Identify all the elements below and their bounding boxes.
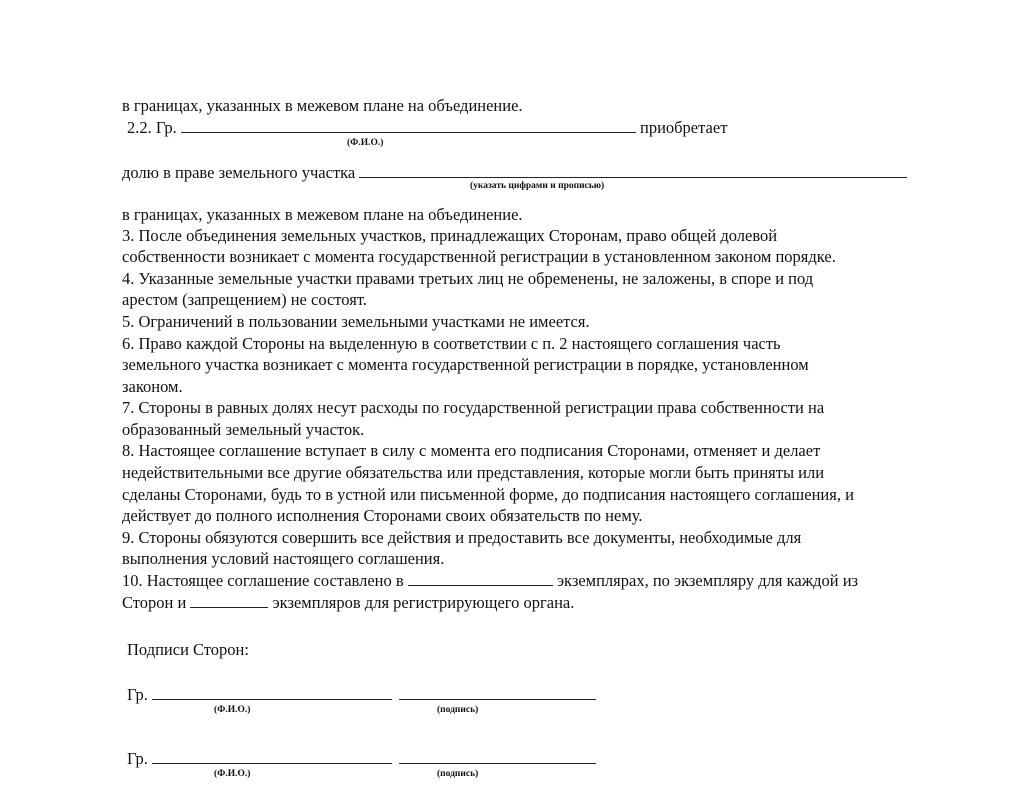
clause-10-part1: 10. Настоящее соглашение составлено в	[122, 571, 404, 590]
clause-10-part3: Сторон и	[122, 593, 187, 612]
clause-line: 8. Настоящее соглашение вступает в силу с момента его подписания Сторонами, отменяет и делает	[122, 441, 821, 460]
signature-sign-blank	[399, 685, 596, 700]
clause-line: недействительными все другие обязательства или представления, которые могли быть приняты или	[122, 463, 825, 482]
copies-blank	[408, 571, 553, 586]
intro-line: в границах, указанных в межевом плане на объединение.	[122, 96, 523, 115]
signature-fio-caption: (Ф.И.О.)	[214, 705, 251, 715]
clause-line: земельного участка возникает с момента государственной регистрации в порядке, установленном	[122, 355, 809, 374]
clause-line: сделаны Сторонами, будь то в устной или письменной форме, до подписания настоящего соглашения, и	[122, 485, 854, 504]
clause-10-line-1	[122, 571, 858, 591]
signatures-heading: Подписи Сторон:	[127, 640, 249, 659]
clause-2-2-tail: в границах, указанных в межевом плане на объединение.	[122, 205, 523, 224]
signature-fio-caption: (Ф.И.О.)	[214, 769, 251, 779]
clause-2-2-suffix: приобретает	[640, 118, 728, 137]
signature-sign-blank	[399, 749, 596, 764]
fio-caption: (Ф.И.О.)	[347, 138, 384, 148]
clause-line: 4. Указанные земельные участки правами третьих лиц не обременены, не заложены, в споре и под	[122, 269, 814, 288]
clause-line: выполнения условий настоящего соглашения.	[122, 549, 445, 568]
clause-line: 9. Стороны обязуются совершить все действия и предоставить все документы, необходимые для	[122, 528, 802, 547]
share-line	[122, 163, 907, 183]
signature-sign-caption: (подпись)	[437, 769, 479, 779]
clause-line: образованный земельный участок.	[122, 420, 365, 439]
clause-line: 6. Право каждой Стороны на выделенную в соответствии с п. 2 настоящего соглашения часть	[122, 334, 781, 353]
share-prefix: долю в праве земельного участка	[122, 163, 356, 182]
signature-fio-blank	[152, 749, 392, 764]
clause-line: 7. Стороны в равных долях несут расходы по государственной регистрации права собственности на	[122, 398, 825, 417]
clause-2-2-line	[127, 118, 727, 138]
signature-row-2	[127, 749, 596, 769]
registry-copies-blank	[190, 593, 268, 608]
fio-blank	[181, 118, 636, 133]
clause-line: 3. После объединения земельных участков, принадлежащих Сторонам, право общей долевой	[122, 226, 778, 245]
clause-line: арестом (запрещением) не состоят.	[122, 290, 367, 309]
signature-prefix: Гр.	[127, 685, 148, 704]
clause-line: законом.	[122, 377, 183, 396]
signature-row-1	[127, 685, 596, 705]
clause-line: действует до полного исполнения Сторонами своих обязательств по нему.	[122, 506, 643, 525]
clause-10-part2: экземплярах, по экземпляру для каждой из	[556, 571, 859, 590]
share-blank	[359, 163, 907, 178]
signature-fio-blank	[152, 685, 392, 700]
clause-line: собственности возникает с момента государственной регистрации в установленном законом порядке.	[122, 247, 836, 266]
share-caption: (указать цифрами и прописью)	[470, 181, 605, 191]
clause-10-line-2	[122, 593, 574, 613]
signature-sign-caption: (подпись)	[437, 705, 479, 715]
clause-line: 5. Ограничений в пользовании земельными участками не имеется.	[122, 312, 590, 331]
signature-prefix: Гр.	[127, 749, 148, 768]
clause-2-2-prefix: 2.2. Гр.	[127, 118, 177, 137]
clause-10-part4: экземпляров для регистрирующего органа.	[272, 593, 575, 612]
